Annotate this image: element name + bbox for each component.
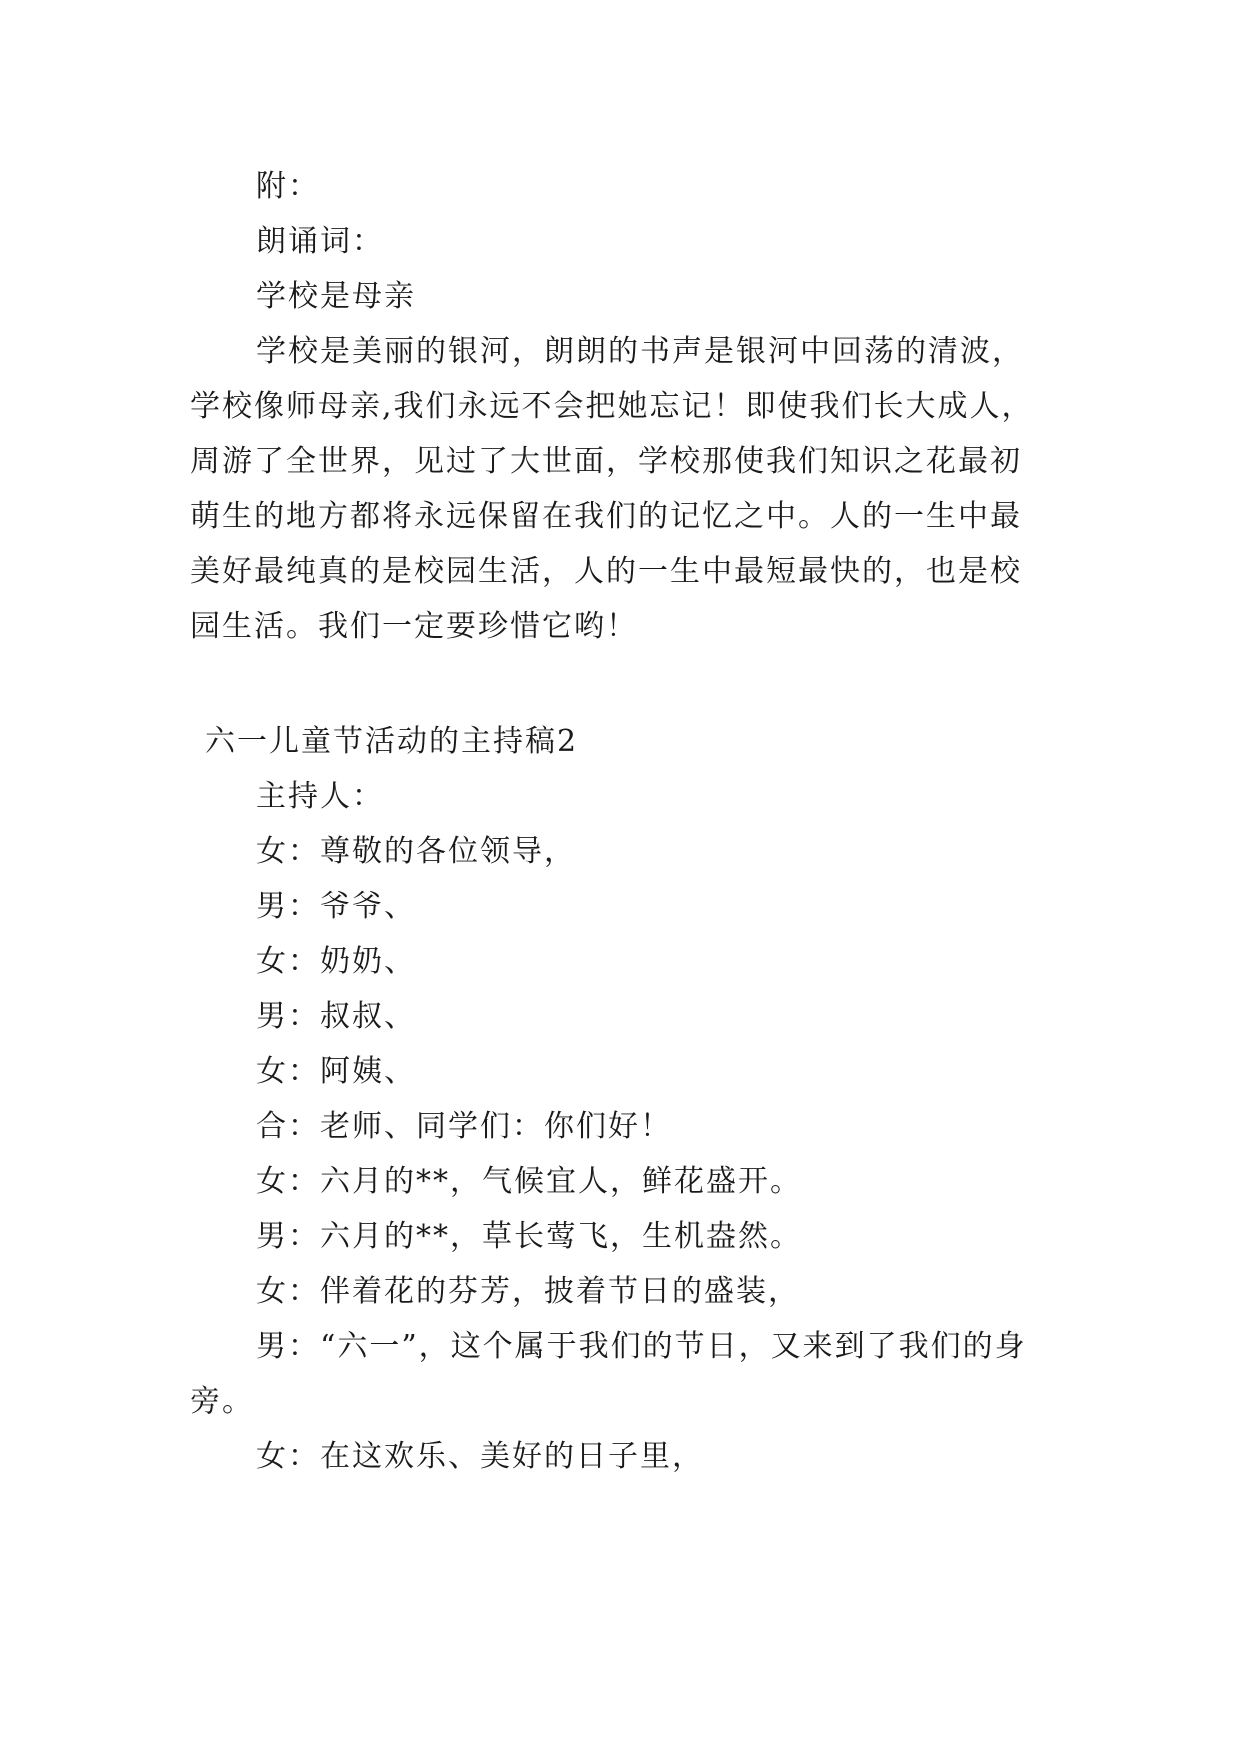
script-line: 女：伴着花的芬芳，披着节日的盛装， bbox=[256, 1274, 800, 1309]
script-line: 男：爷爷、 bbox=[256, 889, 416, 924]
paragraph-line: 美好最纯真的是校园生活，人的一生中最短最快的，也是校 bbox=[190, 554, 1022, 589]
paragraph-line: 园生活。我们一定要珍惜它哟！ bbox=[190, 609, 638, 644]
paragraph-line: 萌生的地方都将永远保留在我们的记忆之中。人的一生中最 bbox=[190, 499, 1022, 534]
script-line: 女：尊敬的各位领导， bbox=[256, 834, 576, 869]
script-line: 主持人： bbox=[256, 779, 384, 814]
script-line: 旁。 bbox=[190, 1384, 254, 1419]
script-line: 男：“六一”，这个属于我们的节日，又来到了我们的身 bbox=[256, 1329, 1027, 1364]
poem-title: 学校是母亲 bbox=[256, 279, 416, 314]
appendix-label: 附： bbox=[256, 169, 320, 204]
recitation-label: 朗诵词： bbox=[256, 224, 384, 259]
script-line: 男：六月的**，草长莺飞，生机盎然。 bbox=[256, 1219, 802, 1254]
script-line: 合：老师、同学们：你们好！ bbox=[256, 1109, 672, 1144]
paragraph-line: 学校像师母亲,我们永远不会把她忘记！即使我们长大成人， bbox=[190, 389, 1034, 424]
script-line: 男：叔叔、 bbox=[256, 999, 416, 1034]
script-line: 女：六月的**，气候宜人，鲜花盛开。 bbox=[256, 1164, 802, 1199]
section-heading: 六一儿童节活动的主持稿2 bbox=[205, 724, 579, 759]
script-line: 女：奶奶、 bbox=[256, 944, 416, 979]
script-line: 女：在这欢乐、美好的日子里， bbox=[256, 1439, 704, 1474]
paragraph-line: 学校是美丽的银河，朗朗的书声是银河中回荡的清波， bbox=[256, 334, 1024, 369]
paragraph-line: 周游了全世界，见过了大世面，学校那使我们知识之花最初 bbox=[190, 444, 1022, 479]
script-line: 女：阿姨、 bbox=[256, 1054, 416, 1089]
